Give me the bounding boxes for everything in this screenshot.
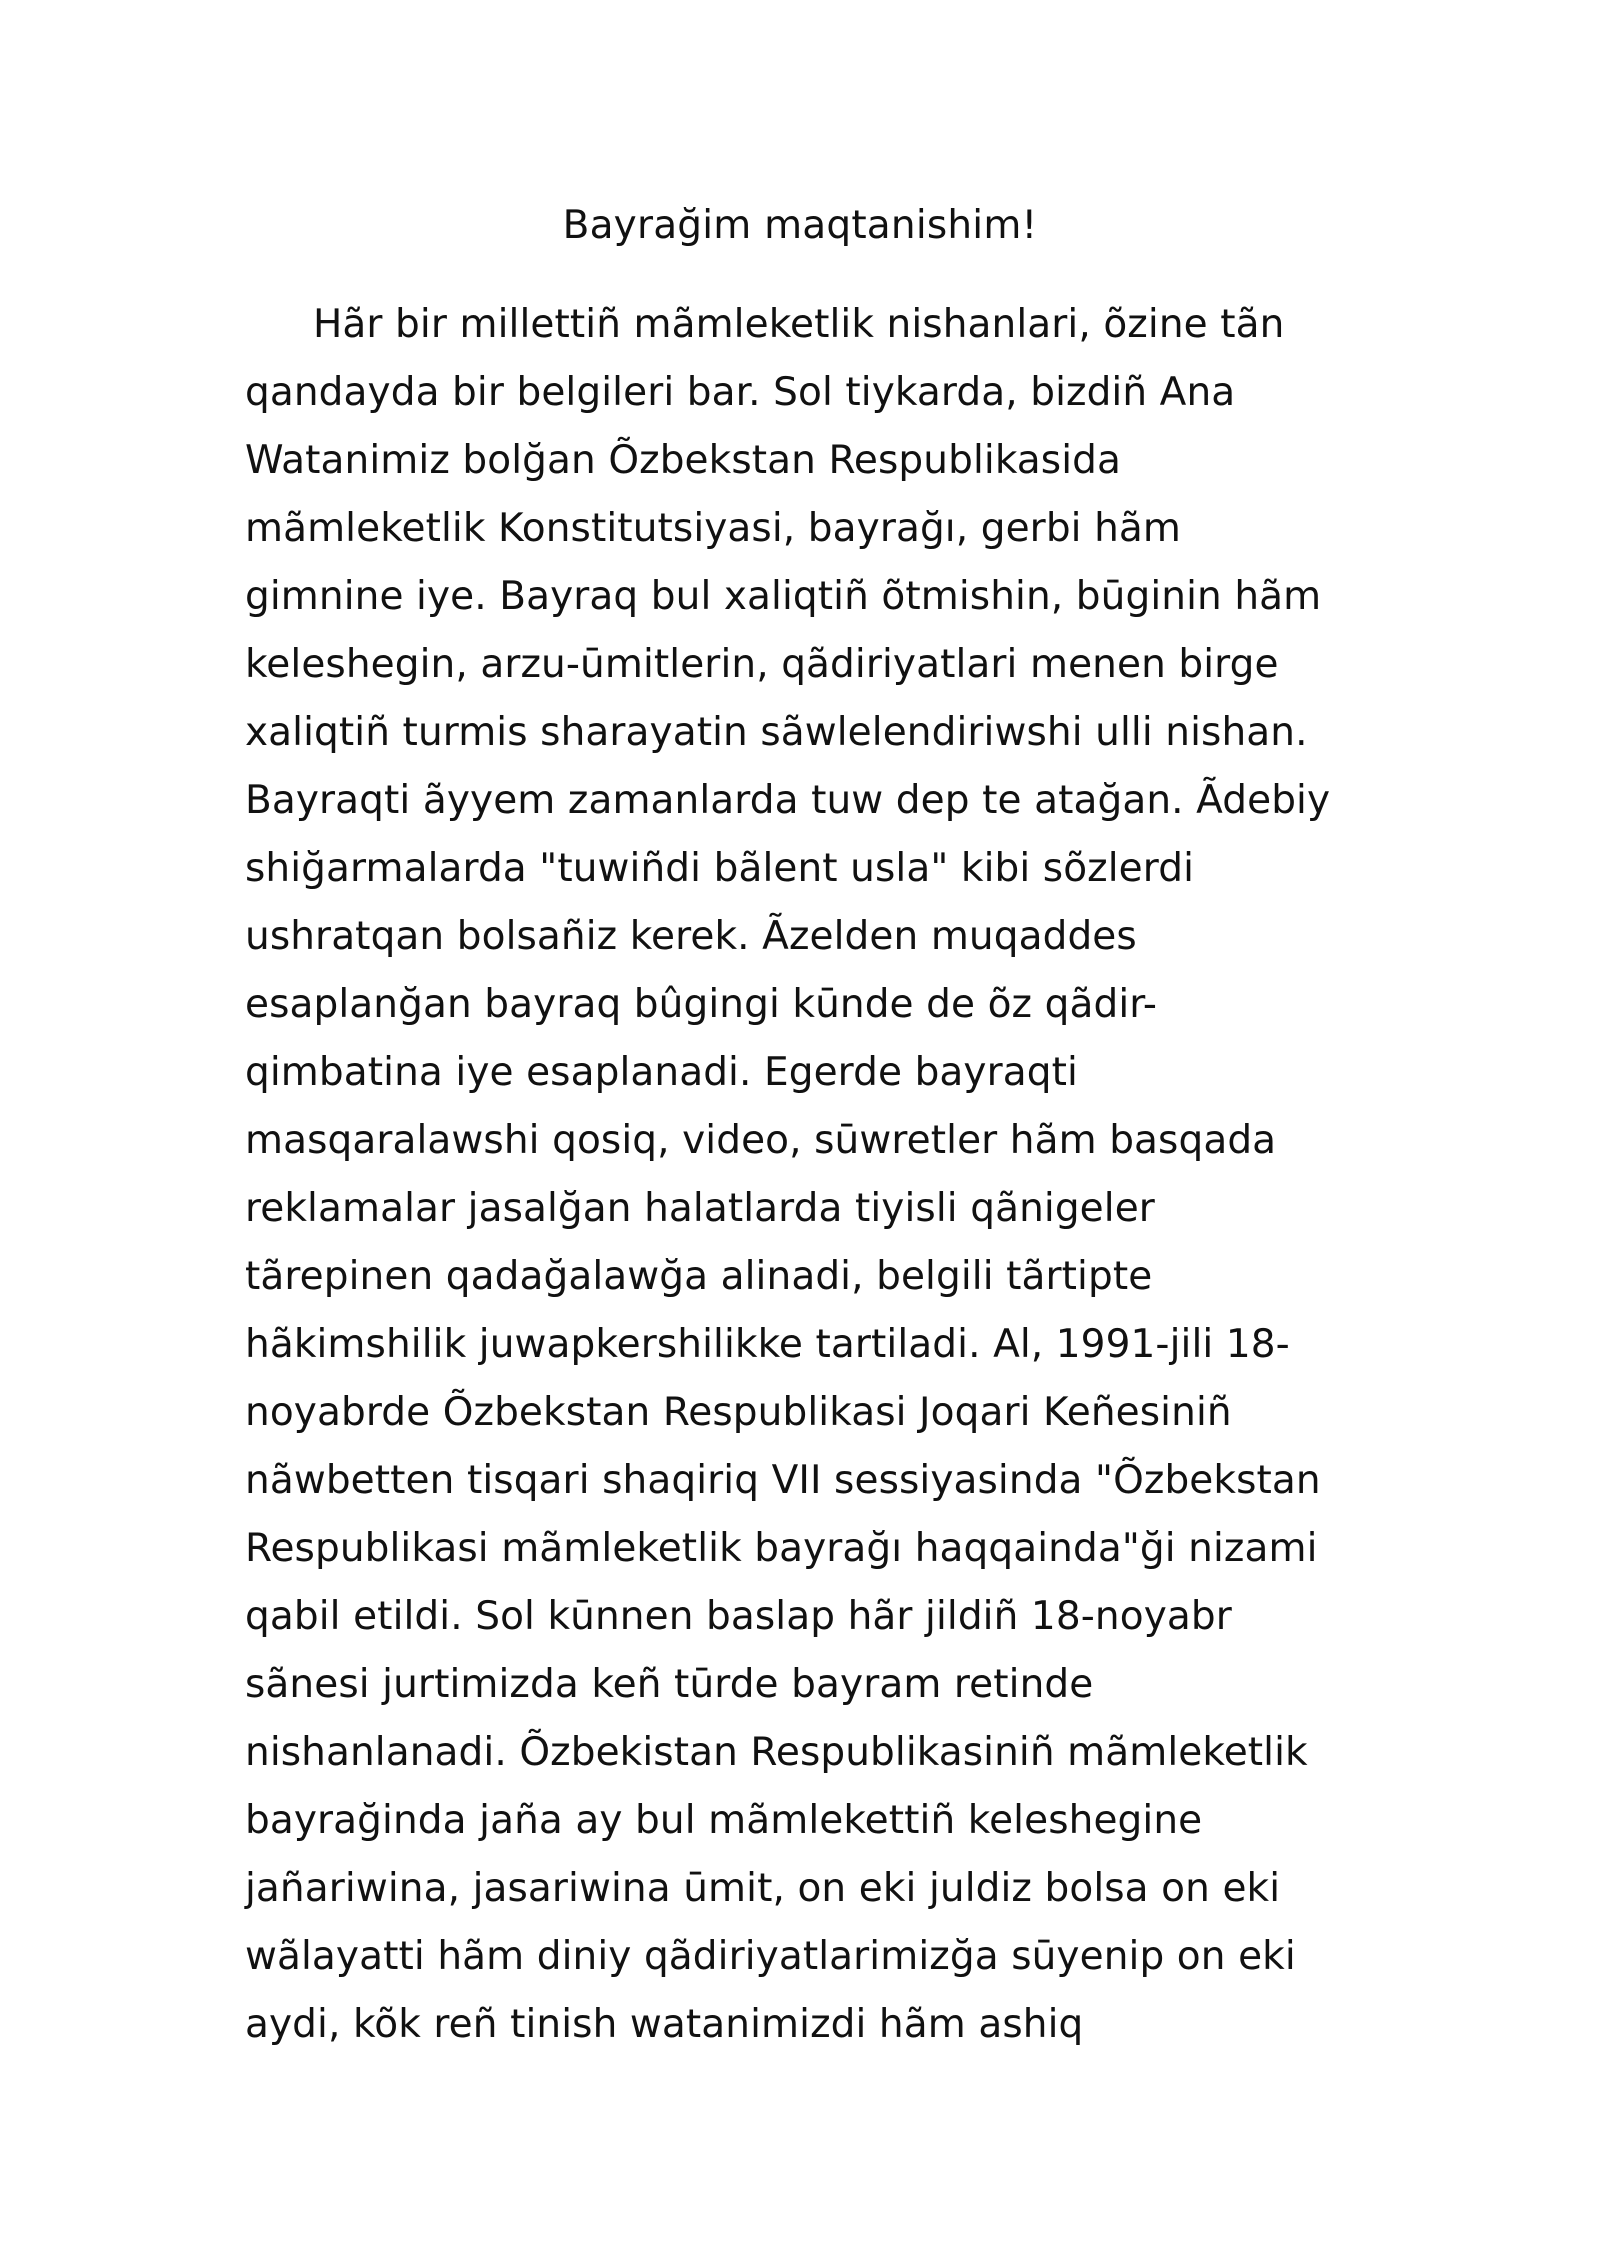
document-body (245, 291, 1405, 2059)
text-line: qabil etildi. Sol kūnnen baslap hãr jildiñ 18-noyabr (245, 1594, 1232, 1639)
text-line: xaliqtiñ turmis sharayatin sãwlelendiriwshi ulli nishan. (245, 710, 1308, 755)
text-line: qandayda bir belgileri bar. Sol tiykarda, bizdiñ Ana (245, 370, 1236, 415)
text-line: sãnesi jurtimizda keñ tūrde bayram retinde (245, 1662, 1094, 1707)
text-line: nishanlanadi. Õzbekistan Respublikasiniñ mãmleketlik (245, 1730, 1308, 1775)
text-line: qimbatina iye esaplanadi. Egerde bayraqti (245, 1050, 1078, 1095)
text-line: bayrağinda jaña ay bul mãmlekettiñ keleshegine (245, 1798, 1203, 1843)
text-line: tãrepinen qadağalawğa alinadi, belgili tãrtipte (245, 1254, 1153, 1299)
text-line: Respublikasi mãmleketlik bayrağı haqqainda"ği nizami (245, 1526, 1318, 1571)
text-line: gimnine iye. Bayraq bul xaliqtiñ õtmishin, būginin hãm (245, 574, 1322, 619)
text-line: wãlayatti hãm diniy qãdiriyatlarimizğa sūyenip on eki (245, 1934, 1296, 1979)
text-line: esaplanğan bayraq bûgingi kūnde de õz qãdir- (245, 982, 1158, 1027)
text-line: noyabrde Õzbekstan Respublikasi Joqari Keñesiniñ (245, 1390, 1232, 1435)
document-title: Bayrağim maqtanishim! (562, 203, 1038, 248)
text-line: aydi, kõk reñ tinish watanimizdi hãm ashiq (245, 2002, 1084, 2047)
text-line: Hãr bir millettiñ mãmleketlik nishanlari, õzine tãn (313, 302, 1285, 347)
text-line: ushratqan bolsañiz kerek. Ãzelden muqaddes (245, 914, 1137, 959)
text-line: Watanimiz bolğan Õzbekstan Respublikasida (245, 438, 1122, 483)
text-line: hãkimshilik juwapkershilikke tartiladi. Al, 1991-jili 18- (245, 1322, 1290, 1367)
text-line: reklamalar jasalğan halatlarda tiyisli qãnigeler (245, 1186, 1155, 1231)
text-line: Bayraqti ãyyem zamanlarda tuw dep te atağan. Ãdebiy (245, 778, 1331, 823)
text-line: masqaralawshi qosiq, video, sūwretler hãm basqada (245, 1118, 1277, 1163)
text-line: shiğarmalarda "tuwiñdi bãlent usla" kibi sõzlerdi (245, 846, 1195, 891)
text-line: nãwbetten tisqari shaqiriq VII sessiyasinda "Õzbekstan (245, 1458, 1321, 1503)
text-line: keleshegin, arzu-ūmitlerin, qãdiriyatlari menen birge (245, 642, 1279, 687)
text-line: mãmleketlik Konstitutsiyasi, bayrağı, gerbi hãm (245, 506, 1182, 551)
text-line: jañariwina, jasariwina ūmit, on eki juldiz bolsa on eki (245, 1866, 1281, 1911)
